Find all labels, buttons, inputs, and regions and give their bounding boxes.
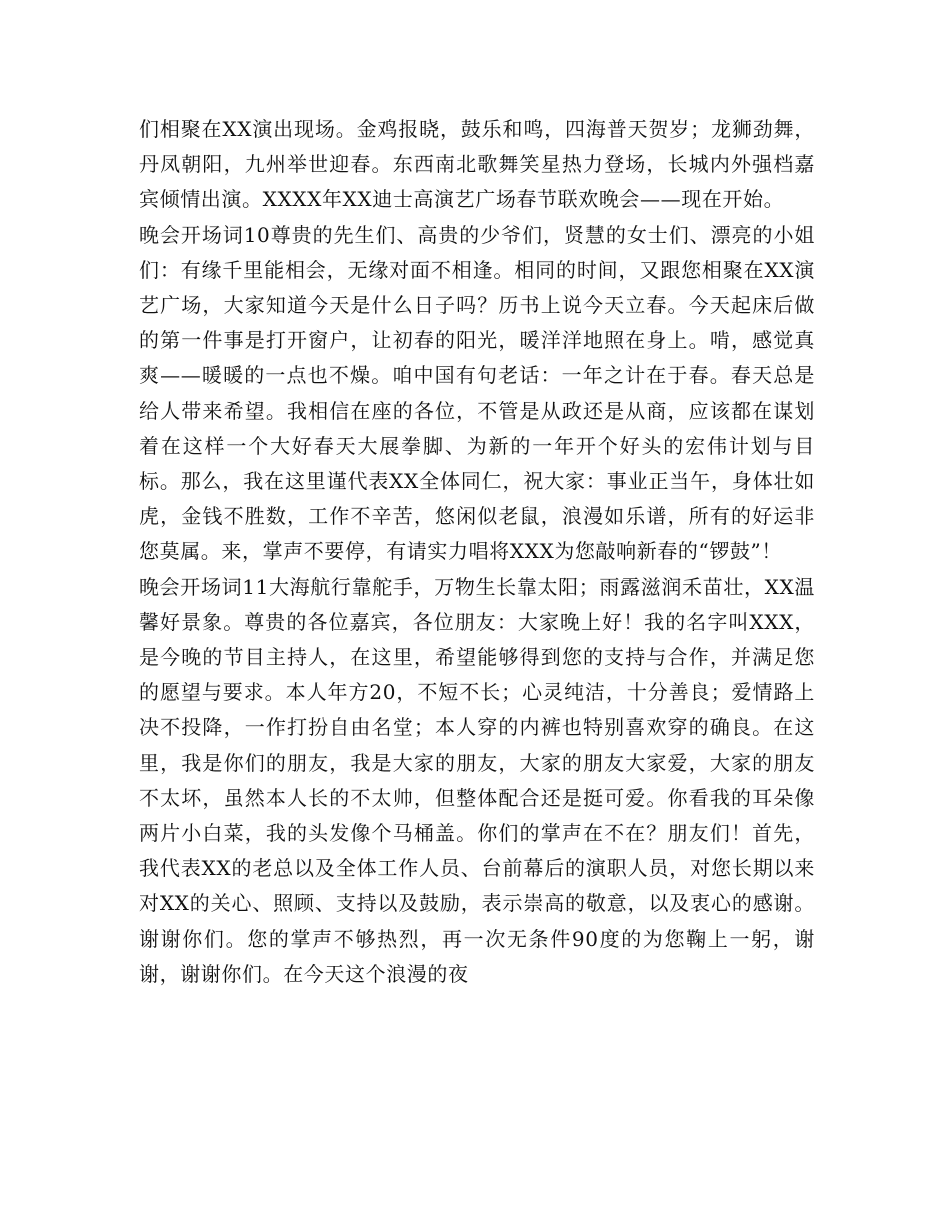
document-body [139, 112, 815, 992]
paragraph-opening-speech-11: 晚会开场词11大海航行靠舵手，万物生长靠太阳；雨露滋润禾苗壮，XX温馨好景象。尊贵的各位嘉宾，各位朋友：大家晚上好！我的名字叫XXX，是今晚的节目主持人，在这里，希望能够得到您的支持与合作，并满足您的愿望与要求。本人年方20，不短不长；心灵纯洁，十分善良；爱情路上决不投降，一作打扮自由名堂；本人穿的内裤也特别喜欢穿的确良。在这里，我是你们的朋友，我是大家的朋友，大家的朋友大家爱，大家的朋友不太坏，虽然本人长的不太帅，但整体配合还是挺可爱。你看我的耳朵像两片小白菜，我的头发像个马桶盖。你们的掌声在不在？朋友们！首先，我代表XX的老总以及全体工作人员、台前幕后的演职人员，对您长期以来对XX的关心、照顾、支持以及鼓励，表示崇高的敬意，以及衷心的感谢。谢谢你们。您的掌声不够热烈，再一次无条件90度的为您鞠上一躬，谢谢，谢谢你们。在今天这个浪漫的夜 [139, 574, 815, 986]
paragraph-opening-speech-10: 晚会开场词10尊贵的先生们、高贵的少爷们，贤慧的女士们、漂亮的小姐们：有缘千里能相会，无缘对面不相逢。相同的时间，又跟您相聚在XX演艺广场，大家知道今天是什么日子吗？历书上说今天立春。今天起床后做的第一件事是打开窗户，让初春的阳光，暖洋洋地照在身上。啃，感觉真爽——暖暖的一点也不燥。咱中国有句老话：一年之计在于春。春天总是给人带来希望。我相信在座的各位，不管是从政还是从商，应该都在谋划着在这样一个大好春天大展拳脚、为新的一年开个好头的宏伟计划与目标。那么，我在这里谨代表XX全体同仁，祝大家：事业正当午，身体壮如虎，金钱不胜数，工作不辛苦，悠闲似老鼠，浪漫如乐谱，所有的好运非您莫属。来，掌声不要停，有请实力唱将XXX为您敲响新春的“锣鼓”！ [139, 222, 815, 564]
paragraph-opening: 们相聚在XX演出现场。金鸡报晓，鼓乐和鸣，四海普天贺岁；龙狮劲舞，丹凤朝阳，九州举世迎春。东西南北歌舞笑星热力登场，长城内外强档嘉宾倾情出演。XXXX年XX迪士高演艺广场春节联欢晚会——现在开始。 [139, 117, 815, 212]
